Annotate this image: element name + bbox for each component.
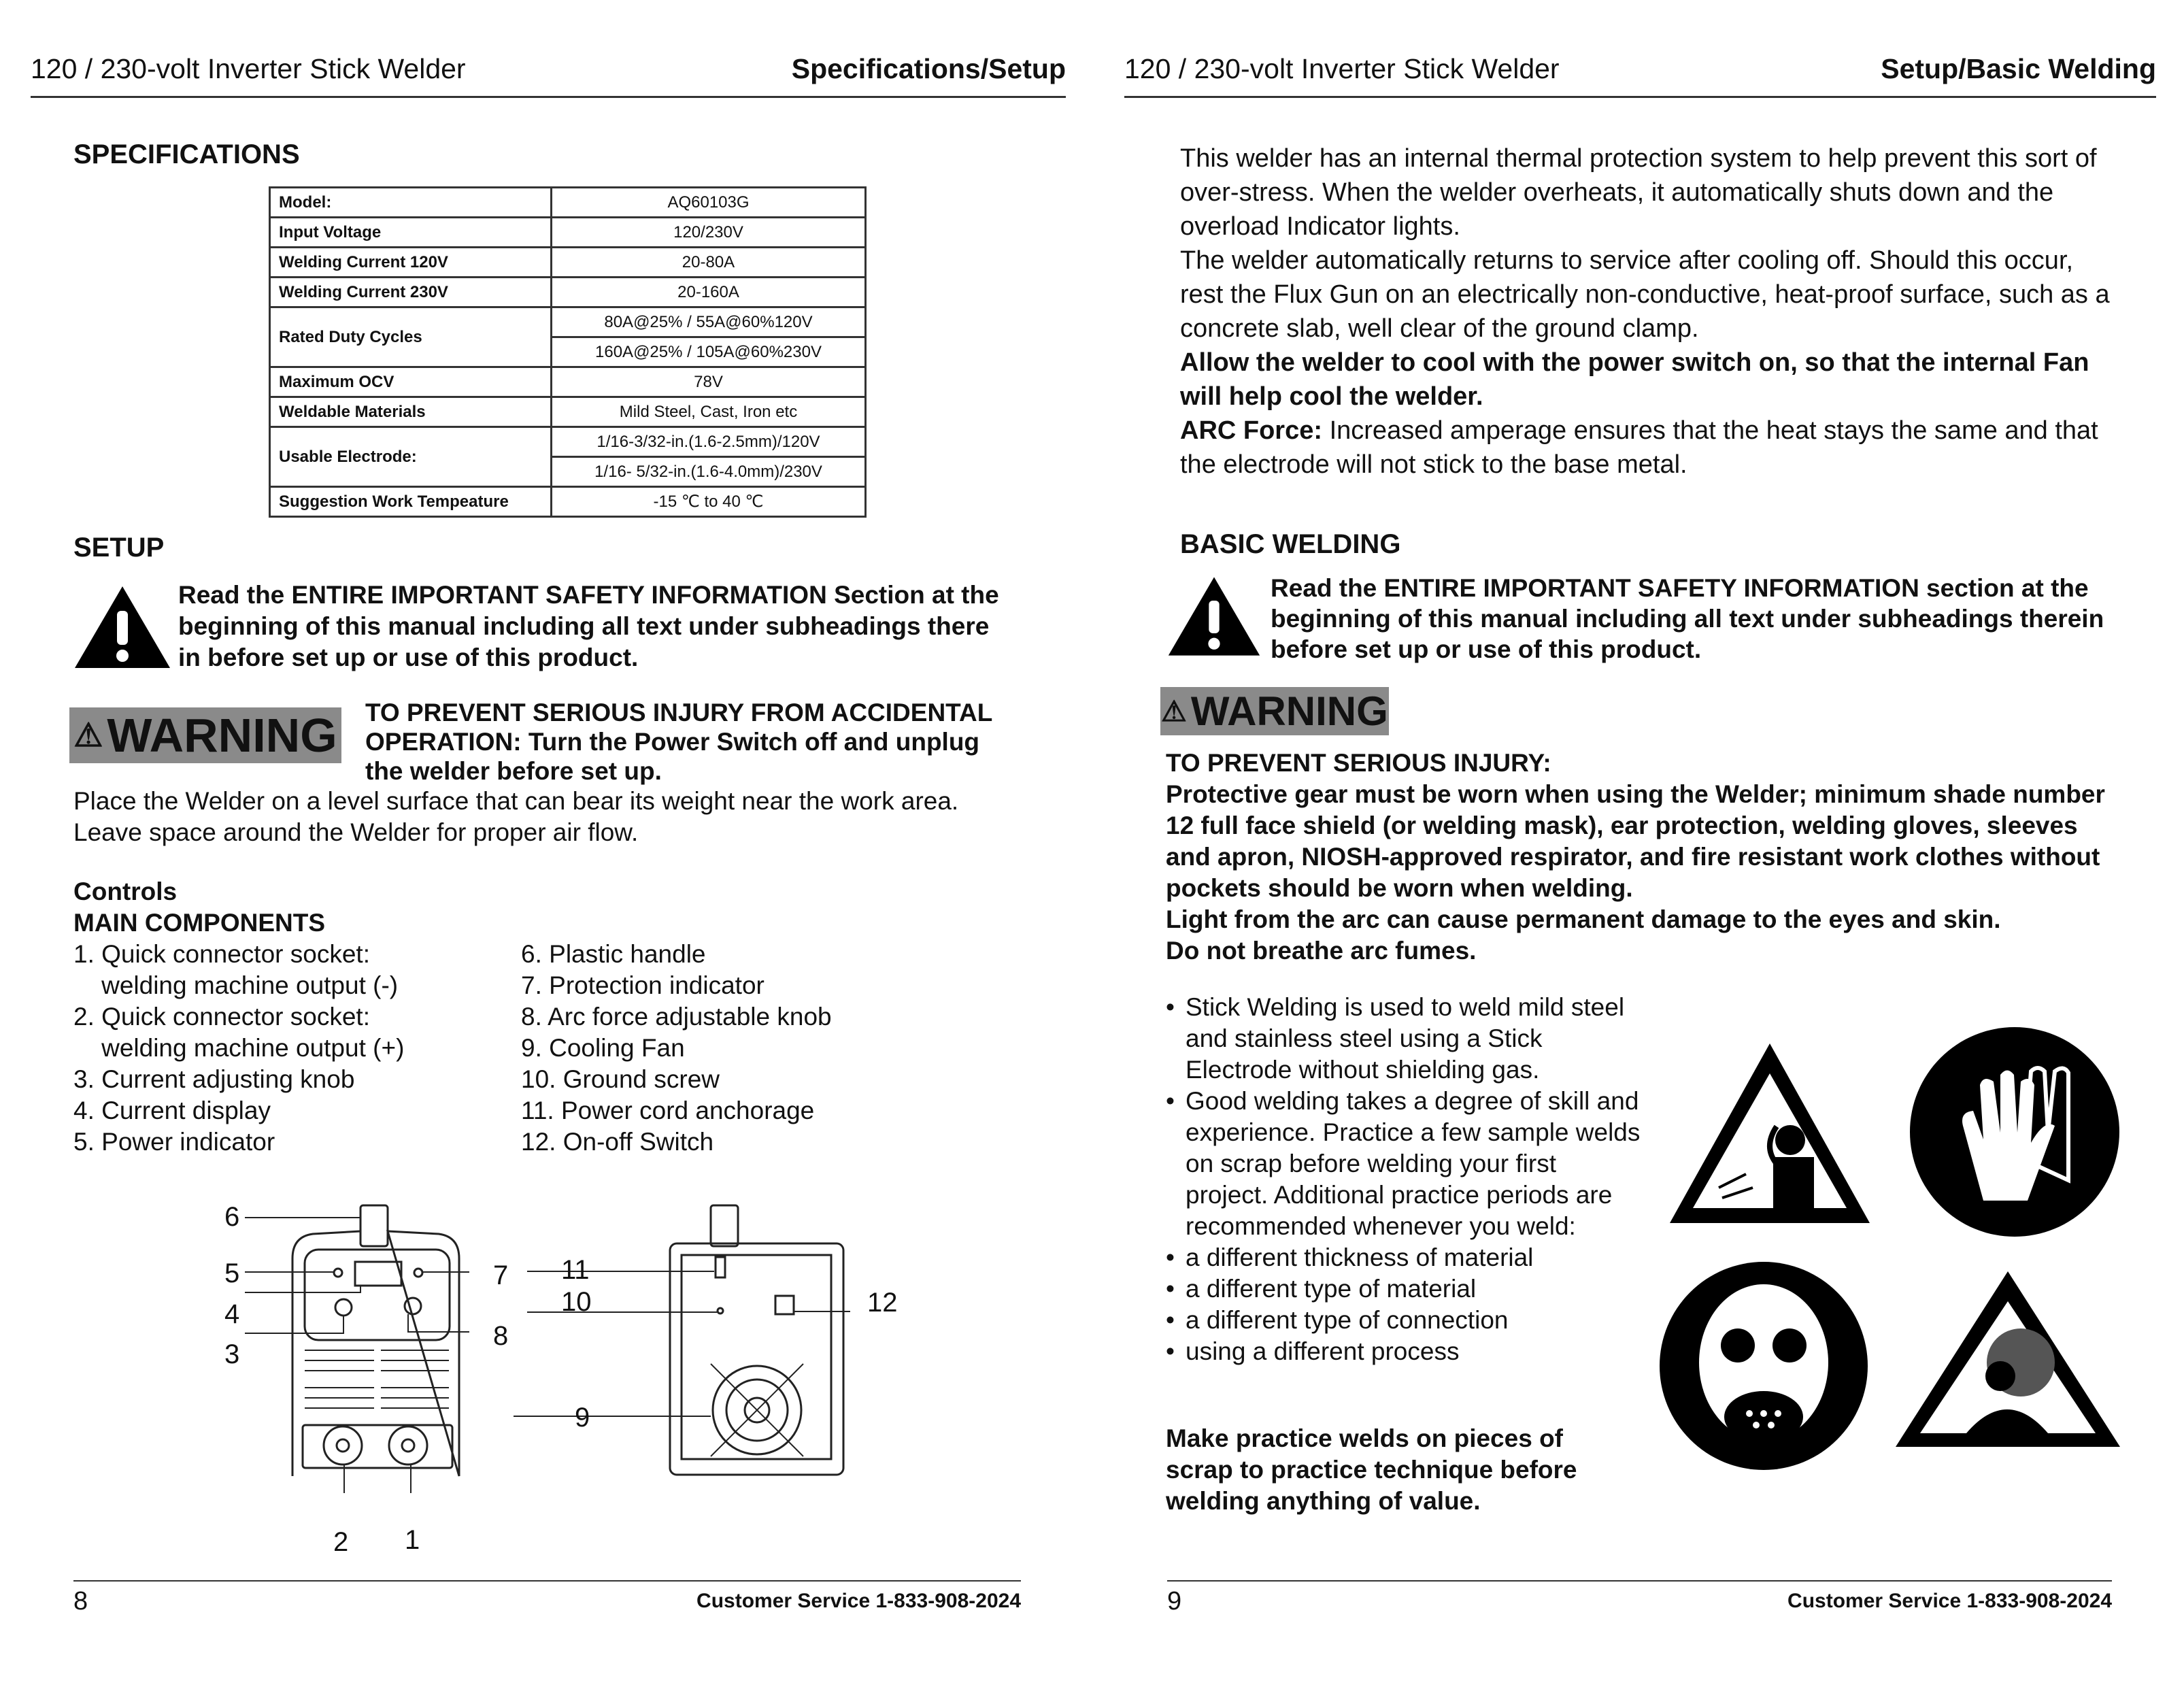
fumes-hazard-icon bbox=[1892, 1267, 2124, 1451]
warning-label: WARNING bbox=[107, 709, 337, 762]
list-item: • using a different process bbox=[1166, 1336, 1642, 1367]
spec-value: 20-160A bbox=[552, 278, 866, 307]
diagram-label-8: 8 bbox=[493, 1321, 509, 1351]
para-fan: Allow the welder to cool with the power switch on, so that the internal Fan will help cool the welder. bbox=[1180, 348, 2089, 411]
para-arc-force bbox=[1180, 414, 2119, 482]
component-item: 10. Ground screw bbox=[521, 1065, 720, 1093]
spec-label: Maximum OCV bbox=[270, 367, 552, 397]
safety-note: Read the ENTIRE IMPORTANT SAFETY INFORMATION section at the beginning of this manual including all text under subheadings therein before set up or use of this product. bbox=[1271, 574, 2104, 663]
spec-value: 80A@25% / 55A@60%120V bbox=[552, 307, 866, 337]
warning-body: Protective gear must be worn when using the Welder; minimum shade number 12 full face shield (or welding mask), ear protection, welding gloves, sleeves and apron, NIOSH-approved respirator, and fire resistant work clothes without pockets should be worn when welding. bbox=[1166, 780, 2105, 902]
component-item: 5. Power indicator bbox=[73, 1128, 275, 1156]
diagram-label-7: 7 bbox=[493, 1260, 509, 1290]
list-item: • Good welding takes a degree of skill and experience. Practice a few sample welds on scrap before welding your first project. Additional practice periods are recommended whenever you weld: bbox=[1166, 1086, 1642, 1242]
respirator-icon bbox=[1658, 1260, 1870, 1471]
welding-tips-list bbox=[1166, 992, 1642, 1367]
diagram-label-1: 1 bbox=[405, 1525, 420, 1555]
warning-text bbox=[1166, 748, 2118, 967]
spec-row bbox=[270, 188, 866, 218]
list-item: • a different thickness of material bbox=[1166, 1242, 1642, 1273]
practice-note: Make practice welds on pieces of scrap to practice technique before welding anything of value. bbox=[1166, 1424, 1577, 1515]
page-number: 9 bbox=[1167, 1587, 1182, 1616]
arc-force-text: Increased amperage ensures that the heat stays the same and that the electrode will not stick to the base metal. bbox=[1180, 416, 2098, 479]
front-view bbox=[245, 1205, 469, 1493]
spec-value: 20-80A bbox=[552, 248, 866, 278]
list-item: • a different type of material bbox=[1166, 1273, 1642, 1305]
thermal-protection-text bbox=[1180, 141, 2119, 482]
gloves-icon bbox=[1909, 1024, 2121, 1240]
rear-view bbox=[514, 1205, 850, 1475]
component-item: 1. Quick connector socket: bbox=[73, 940, 370, 968]
warning-badge bbox=[69, 707, 341, 763]
spec-row bbox=[270, 248, 866, 278]
warning-text: TO PREVENT SERIOUS INJURY FROM ACCIDENTAL OPERATION: Turn the Power Switch off and unplug the welder before set up. bbox=[365, 699, 992, 785]
specifications-table bbox=[269, 186, 867, 518]
diagram-label-4: 4 bbox=[224, 1299, 240, 1329]
diagram-label-11: 11 bbox=[561, 1255, 590, 1285]
welder-diagram bbox=[224, 1184, 939, 1578]
setup-heading: SETUP bbox=[73, 533, 165, 563]
spec-value: 1/16- 5/32-in.(1.6-4.0mm)/230V bbox=[552, 457, 866, 487]
warning-badge bbox=[1160, 687, 1389, 735]
spec-value: 160A@25% / 105A@60%230V bbox=[552, 337, 866, 367]
diagram-label-3: 3 bbox=[224, 1339, 240, 1369]
header-rule bbox=[1124, 96, 2156, 98]
spec-row bbox=[270, 367, 866, 397]
component-item: welding machine output (-) bbox=[73, 971, 399, 999]
spec-value: 1/16-3/32-in.(1.6-2.5mm)/120V bbox=[552, 427, 866, 457]
spec-label: Welding Current 230V bbox=[270, 278, 552, 307]
list-item: • a different type of connection bbox=[1166, 1305, 1642, 1336]
spec-row bbox=[270, 218, 866, 248]
spec-label: Input Voltage bbox=[270, 218, 552, 248]
header-title: 120 / 230-volt Inverter Stick Welder bbox=[31, 53, 466, 84]
diagram-label-6: 6 bbox=[224, 1202, 240, 1232]
footer-rule bbox=[1167, 1580, 2112, 1582]
spec-value: Mild Steel, Cast, Iron etc bbox=[552, 397, 866, 427]
spec-row bbox=[270, 487, 866, 517]
page-number: 8 bbox=[73, 1587, 88, 1616]
component-item: 3. Current adjusting knob bbox=[73, 1065, 355, 1093]
components-list-2 bbox=[521, 939, 832, 1158]
spec-value: 120/230V bbox=[552, 218, 866, 248]
face-shield-hazard-icon bbox=[1664, 1038, 1875, 1228]
spec-label: Usable Electrode: bbox=[270, 427, 552, 487]
spec-value: AQ60103G bbox=[552, 188, 866, 218]
component-item: welding machine output (+) bbox=[73, 1034, 405, 1062]
components-list-1 bbox=[73, 939, 404, 1158]
spec-label: Suggestion Work Tempeature bbox=[270, 487, 552, 517]
spec-label: Welding Current 120V bbox=[270, 248, 552, 278]
warning-icon: ⚠ bbox=[73, 718, 103, 754]
warning-label: WARNING bbox=[1190, 688, 1388, 734]
footer-customer-service: Customer Service 1-833-908-2024 bbox=[696, 1590, 1021, 1612]
component-item: 6. Plastic handle bbox=[521, 940, 706, 968]
footer-rule bbox=[73, 1580, 1021, 1582]
spec-value: -15 ℃ to 40 ℃ bbox=[552, 487, 866, 517]
spec-row bbox=[270, 307, 866, 337]
spec-row bbox=[270, 427, 866, 457]
diagram-label-12: 12 bbox=[867, 1288, 898, 1318]
diagram-label-2: 2 bbox=[333, 1527, 349, 1557]
header-section: Setup/Basic Welding bbox=[1881, 53, 2156, 84]
basic-welding-heading: BASIC WELDING bbox=[1180, 529, 1401, 559]
warning-fumes: Do not breathe arc fumes. bbox=[1166, 937, 1477, 965]
list-item: • Stick Welding is used to weld mild steel and stainless steel using a Stick Electrode without shielding gas. bbox=[1166, 992, 1642, 1086]
spec-value: 78V bbox=[552, 367, 866, 397]
diagram-label-5: 5 bbox=[224, 1258, 240, 1288]
controls-heading: Controls bbox=[73, 877, 178, 905]
safety-note: Read the ENTIRE IMPORTANT SAFETY INFORMATION Section at the beginning of this manual including all text under subheadings there in before set up or use of this product. bbox=[178, 581, 999, 671]
header-rule bbox=[31, 96, 1066, 98]
component-item: 11. Power cord anchorage bbox=[521, 1097, 815, 1124]
header-title: 120 / 230-volt Inverter Stick Welder bbox=[1124, 53, 1560, 84]
footer-customer-service: Customer Service 1-833-908-2024 bbox=[1787, 1590, 2112, 1612]
arc-force-label: ARC Force: bbox=[1180, 416, 1323, 445]
spec-label: Model: bbox=[270, 188, 552, 218]
component-item: 2. Quick connector socket: bbox=[73, 1003, 370, 1031]
spec-row bbox=[270, 397, 866, 427]
diagram-label-10: 10 bbox=[561, 1287, 592, 1317]
component-item: 7. Protection indicator bbox=[521, 971, 765, 999]
component-item: 8. Arc force adjustable knob bbox=[521, 1003, 832, 1031]
components-heading: MAIN COMPONENTS bbox=[73, 909, 325, 937]
spec-row bbox=[270, 278, 866, 307]
warning-icon: ⚠ bbox=[1161, 695, 1187, 727]
component-item: 9. Cooling Fan bbox=[521, 1034, 685, 1062]
warning-triangle-icon bbox=[1166, 573, 1262, 660]
para-cooling: The welder automatically returns to service after cooling off. Should this occur, rest the Flux Gun on an electrically non-conductive, heat-proof surface, such as a concrete slab, well clear of the ground clamp. bbox=[1180, 246, 2110, 343]
placement-text: Place the Welder on a level surface that can bear its weight near the work area. Leave space around the Welder for proper air flow. bbox=[73, 787, 959, 846]
spec-label: Rated Duty Cycles bbox=[270, 307, 552, 367]
warning-triangle-icon bbox=[72, 584, 173, 671]
header-section: Specifications/Setup bbox=[791, 53, 1066, 84]
warning-arc: Light from the arc can cause permanent damage to the eyes and skin. bbox=[1166, 905, 2001, 933]
specifications-heading: SPECIFICATIONS bbox=[73, 139, 300, 169]
spec-label: Weldable Materials bbox=[270, 397, 552, 427]
para-overheat: This welder has an internal thermal protection system to help prevent this sort of over-stress. When the welder overheats, it automatically shuts down and the overload Indicator lights. bbox=[1180, 144, 2097, 241]
diagram-label-9: 9 bbox=[575, 1403, 590, 1433]
component-item: 12. On-off Switch bbox=[521, 1128, 714, 1156]
component-item: 4. Current display bbox=[73, 1097, 271, 1124]
warning-title: TO PREVENT SERIOUS INJURY: bbox=[1166, 749, 1551, 777]
